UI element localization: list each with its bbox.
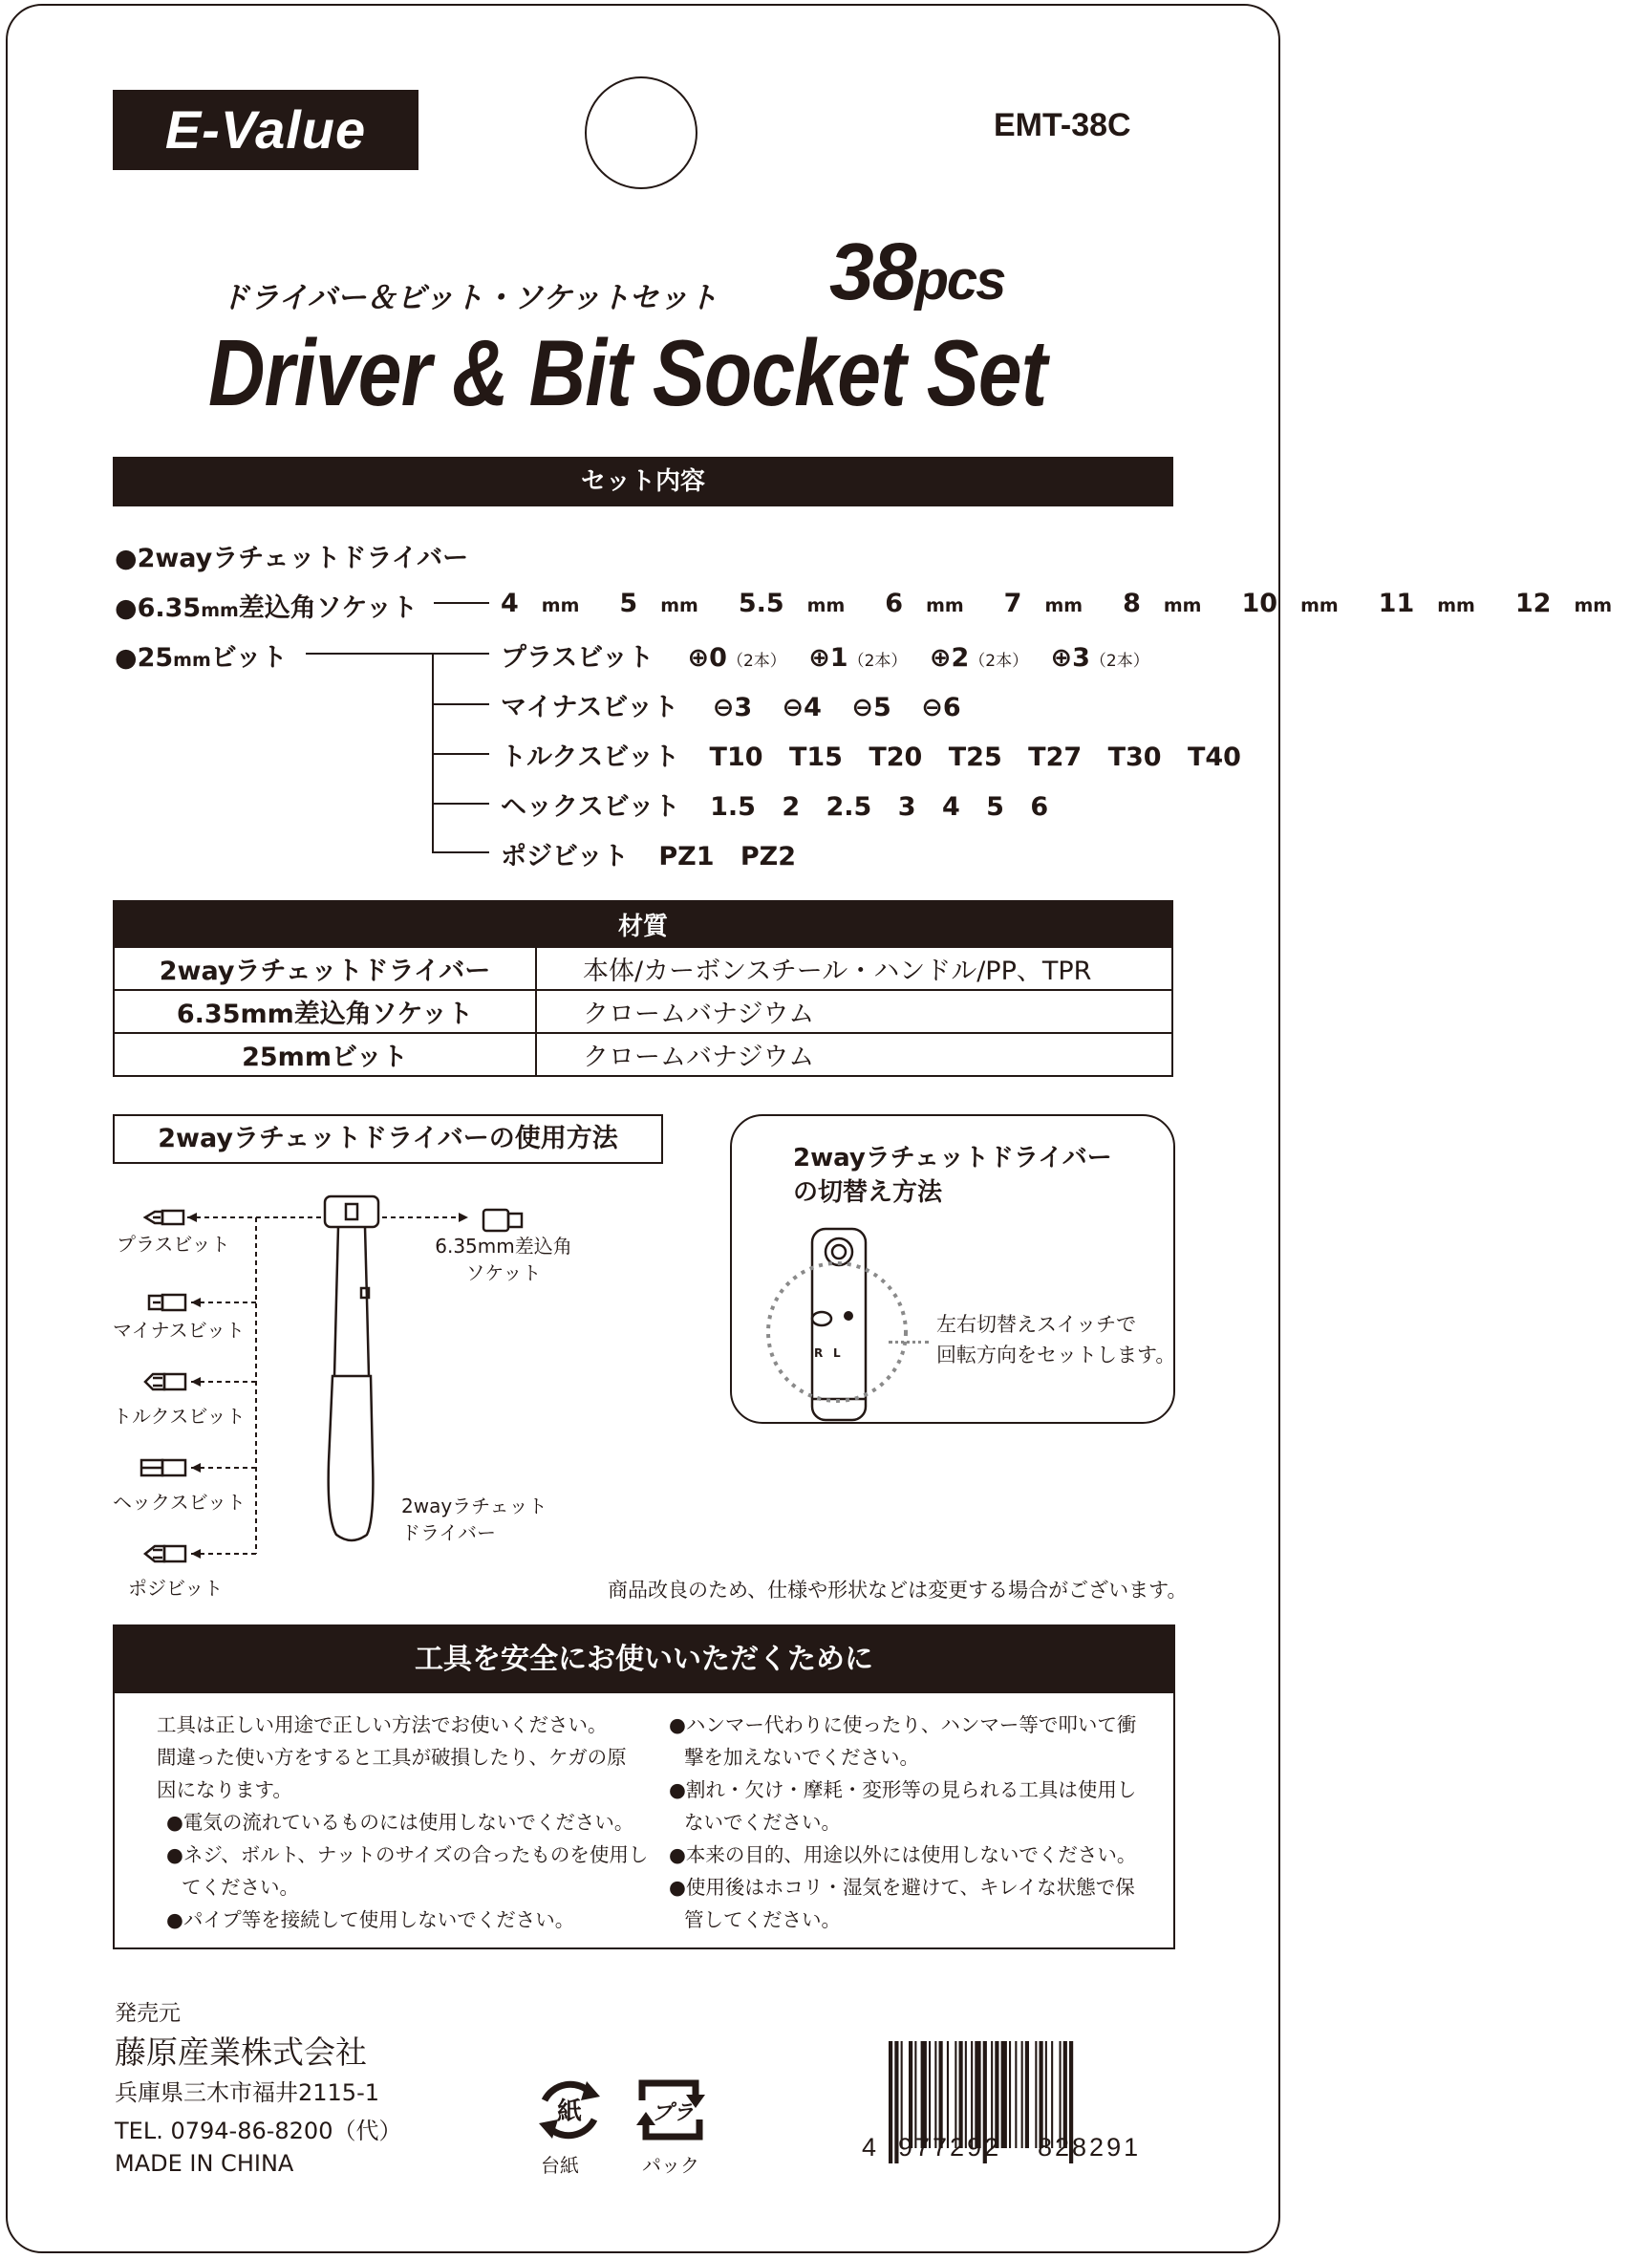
slotted-bit-icon [149,1295,185,1310]
socket-size-list [501,589,1652,618]
torx-bit-icon [145,1374,185,1389]
company-name: 藤原産業株式会社 [115,2033,367,2071]
socket-size: 5 mm [619,589,698,618]
bits-pozi-row: ポジビット PZ1 PZ2 [501,842,797,871]
connector-line [432,703,489,705]
spec-change-note: 商品改良のため、仕様や形状などは変更する場合がございます。 [608,1579,1188,1602]
connector-line [306,653,489,655]
brand-logo: E-Value [113,90,418,170]
socket-size: 6 mm [885,589,964,618]
company-tel: TEL. 0794-86-8200（代） [115,2118,402,2144]
hex-bit-icon [141,1460,185,1475]
svg-text:プラ: プラ [651,2101,695,2125]
label-pozi: ポジビット [128,1577,224,1600]
phillips-bit-icon [145,1211,183,1224]
l-label: L [833,1346,841,1360]
socket-size: 8 mm [1123,589,1202,618]
bits-slotted-row: マイナスビット ⊖3 ⊖4 ⊖5 ⊖6 [501,693,961,722]
table-row: 2wayラチェットドライバー 本体/カーボンスチール・ハンドル/PP、TPR [114,947,1172,990]
barcode-left-digits: 977292 [898,2133,1002,2162]
contents-item-bits: ●25mmビット [115,643,288,673]
paper-recycle-icon [531,2072,608,2148]
model-number: EMT-38C [994,107,1131,143]
svg-text:紙: 紙 [556,2098,583,2126]
connector-line [432,753,489,755]
bits-hex-row: ヘックスビット 1.5 2 2.5 3 4 5 6 [501,792,1049,822]
product-title: Driver & Bit Socket Set [208,320,1047,425]
company-address: 兵庫県三木市福井2115-1 [115,2079,380,2106]
highlight-circle [768,1263,906,1401]
made-in: MADE IN CHINA [115,2150,294,2177]
material-table [113,900,1173,1077]
callout-line [889,1341,929,1344]
distributor-label: 発売元 [115,2001,181,2026]
socket-size: 4 mm [501,589,580,618]
socket-size: 5.5 mm [738,589,846,618]
contents-heading: セット内容 [113,457,1173,506]
label-socket: 6.35mm差込角 ソケット [435,1235,572,1284]
safety-left-list: 工具は正しい用途で正しい方法でお使いください。 間違った使い方をすると工具が破損したり、ケガの原 因になります。 ●電気の流れているものには使用しないでください。 ●ネジ、ボルト、ナットのサイズの合ったものを使用し てください。 ●パイプ等を接続して使用しないでください。 [157,1713,649,1931]
label-torx: トルクスビット [113,1405,246,1428]
socket-size: 11 mm [1378,589,1475,618]
switch-description: 左右切替えスイッチで 回転方向をセットします。 [936,1313,1176,1366]
pozi-bit-icon [145,1546,185,1561]
socket-size: 10 mm [1241,589,1339,618]
label-hex: ヘックスビット [113,1491,246,1514]
usage-heading: 2wayラチェットドライバーの使用方法 [113,1114,663,1164]
r-label: R [814,1346,824,1360]
plastic-label: パック [642,2154,699,2177]
label-slotted: マイナスビット [113,1319,245,1342]
connector-line [434,602,489,604]
safety-right-list: ●ハンマー代わりに使ったり、ハンマー等で叩いて衝 撃を加えないでください。 ●割れ・欠け・摩耗・変形等の見られる工具は使用し ないでください。 ●本来の目的、用途以外には使用しないでください。 ●使用後はホコリ・湿気を避けて、キレイな状態で保 管してください。 [669,1713,1137,1931]
material-heading: 材質 [114,901,1172,947]
connector-line [432,803,489,805]
piece-count: 38pcs [829,226,1005,316]
bits-torx-row: トルクスビット T10 T15 T20 T25 T27 T30 T40 [501,742,1241,772]
socket-size: 7 mm [1003,589,1083,618]
contents-item-driver: ●2wayラチェットドライバー [115,544,469,573]
connector-line [432,851,489,853]
switch-diagram [755,1219,927,1422]
paper-label: 台紙 [541,2154,579,2177]
safety-heading: 工具を安全にお使いいただくために [115,1626,1173,1693]
barcode-right-digits: 828291 [1038,2133,1142,2162]
table-row: 25mmビット クロームバナジウム [114,1033,1172,1076]
table-row: 6.35mm差込角ソケット クロームバナジウム [114,990,1172,1033]
plastic-recycle-icon [633,2074,709,2146]
hang-hole [585,76,697,189]
label-driver: 2wayラチェット ドライバー [401,1495,547,1544]
subtitle-jp: ドライバー＆ビット・ソケットセット [220,281,719,315]
socket-size: 12 mm [1514,589,1613,618]
label-phillips: プラスビット [117,1233,230,1256]
safety-section [113,1624,1175,1949]
contents-item-sockets: ●6.35mm差込角ソケット [115,593,418,623]
switch-icon [812,1312,831,1325]
switch-heading: 2wayラチェットドライバー の切替え方法 [793,1144,1112,1207]
socket-icon [483,1210,522,1231]
ratchet-driver-icon [325,1196,378,1540]
bits-phillips-row: プラスビット ⊕0（2本） ⊕1（2本） ⊕2（2本） ⊕3（2本） [501,643,1149,673]
barcode-first-digit: 4 [862,2133,877,2162]
